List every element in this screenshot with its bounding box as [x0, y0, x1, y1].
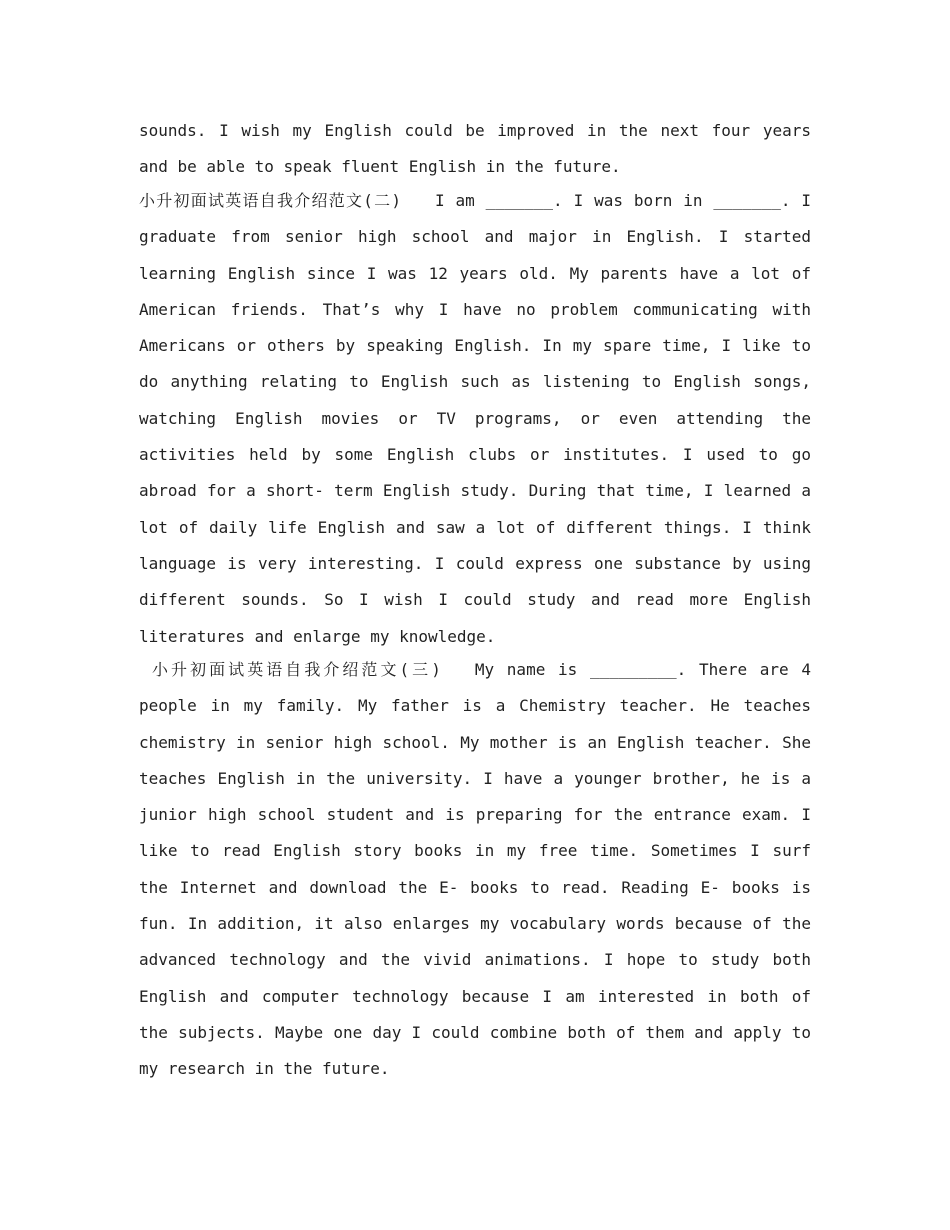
sample-2-heading: 小升初面试英语自我介绍范文(二): [139, 191, 401, 210]
paragraph-1-text: sounds. I wish my English could be improved in the next four years and be able to speak fluent English in the future.: [139, 121, 811, 177]
sample-3-text: My name is _________. There are 4 people in my family. My father is a Chemistry teacher. He teaches chemistry in senior high school. My mother is an English teacher. She teaches English in the university. I have a younger brother, he is a junior high school student and is preparing for the entrance exam. I like to read English story books in my free time. Sometimes I surf the Internet and download the E- books to read. Reading E- books is fun. In addition, it also enlarges my vocabulary words because of the advanced technology and the vivid animations. I hope to study both English and computer technology because I am interested in both of the subjects. Maybe one day I could combine both of them and apply to my research in the future.: [139, 660, 811, 1079]
paragraph-sample-3: [139, 652, 811, 1088]
sample-3-heading: 小升初面试英语自我介绍范文(三): [152, 660, 441, 679]
sample-2-text: I am _______. I was born in _______. I graduate from senior high school and major in English. I started learning English since I was 12 years old. My parents have a lot of American friends. That’s why I have no problem communicating with Americans or others by speaking English. In my spare time, I like to do anything relating to English such as listening to English songs, watching English movies or TV programs, or even attending the activities held by some English clubs or institutes. I used to go abroad for a short- term English study. During that time, I learned a lot of daily life English and saw a lot of different things. I think language is very interesting. I could express one substance by using different sounds. So I wish I could study and read more English literatures and enlarge my knowledge.: [139, 191, 811, 646]
paragraph-continuation: [139, 113, 811, 186]
paragraph-sample-2: [139, 183, 811, 655]
